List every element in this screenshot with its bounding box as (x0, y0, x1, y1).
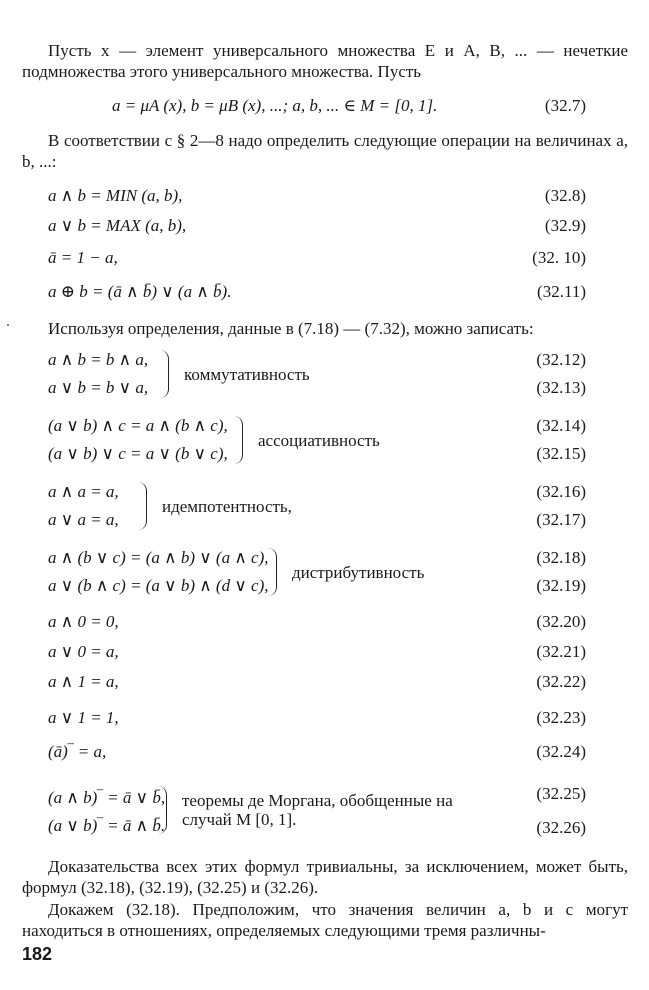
formula-32-9: a ∨ b = MAX (a, b), (48, 216, 187, 235)
equation-number: (32.17) (536, 510, 586, 529)
formula-32-11: a ⊕ b = (ā ∧ b̄) ∨ (a ∧ b̄). (48, 282, 232, 301)
equation-number: (32.18) (536, 548, 586, 567)
brace (268, 548, 277, 596)
equation-number: (32.11) (537, 282, 586, 301)
formula-32-25: (a ∧ b)‾ = ā ∨ b̄, (48, 788, 166, 807)
equation-number: (32. 10) (532, 248, 586, 267)
formula-32-17: a ∨ a = a, (48, 510, 119, 529)
equation-number: (32.23) (536, 708, 586, 727)
equation-number: (32.26) (536, 818, 586, 837)
paragraph-proofs-trivial: Доказательства всех этих формул тривиальны, за исключением, может быть, формул (32.18), (32.19), (32.25) и (32.26). (22, 857, 628, 897)
formula-32-7: a = μA (x), b = μB (x), ...; a, b, ... ∈ M = [0, 1]. (112, 96, 438, 115)
equation-number: (32.21) (536, 642, 586, 661)
equation-number: (32.22) (536, 672, 586, 691)
formula-32-10: ā = 1 − a, (48, 248, 118, 267)
formula-32-18: a ∧ (b ∨ c) = (a ∧ b) ∨ (a ∧ c), (48, 548, 269, 567)
equation-number: (32.24) (536, 742, 586, 761)
equation-number: (32.8) (544, 186, 586, 205)
formula-32-19: a ∨ (b ∧ c) = (a ∨ b) ∧ (d ∨ c), (48, 576, 269, 595)
brace (234, 416, 243, 464)
equation-number: (32.14) (536, 416, 586, 435)
label-commutativity: коммутативность (184, 365, 310, 384)
paragraph-prove: Докажем (32.18). Предположим, что значения величин a, b и c могут находиться в отношениях, определяемых следующими тремя различны- (22, 900, 628, 940)
formula-32-21: a ∨ 0 = a, (48, 642, 119, 661)
page-number: 182 (22, 944, 53, 964)
brace (138, 482, 147, 530)
label-de-morgan: теоремы де Моргана, обобщенные на случай M [0, 1]. (182, 791, 453, 829)
equation-number: (32.13) (536, 378, 586, 397)
equation-number: (32.15) (536, 444, 586, 463)
formula-32-24: (ā)‾ = a, (48, 742, 107, 761)
brace (158, 786, 167, 834)
paragraph-intro: Пусть x — элемент универсального множества E и A, B, ... — нечеткие подмножества этого универсального множества. Пусть (22, 41, 628, 81)
formula-32-20: a ∧ 0 = 0, (48, 612, 119, 631)
formula-32-23: a ∨ 1 = 1, (48, 708, 119, 727)
formula-32-26: (a ∨ b)‾ = ā ∧ b̄. (48, 816, 166, 835)
paragraph-operations: В соответствии с § 2—8 надо определить следующие операции на величинах a, b, ...: (22, 131, 628, 171)
equation-number: (32.20) (536, 612, 586, 631)
brace (160, 350, 169, 398)
label-associativity: ассоциативность (258, 431, 380, 450)
equation-number: (32.25) (536, 784, 586, 803)
equation-number: (32.16) (536, 482, 586, 501)
equation-number: (32.9) (544, 216, 586, 235)
equation-number: (32.19) (536, 576, 586, 595)
formula-32-13: a ∨ b = b ∨ a, (48, 378, 149, 397)
formula-32-16: a ∧ a = a, (48, 482, 119, 501)
formula-32-8: a ∧ b = MIN (a, b), (48, 186, 183, 205)
scan-speck (7, 324, 9, 326)
formula-32-15: (a ∨ b) ∨ c = a ∨ (b ∨ c), (48, 444, 228, 463)
label-distributivity: дистрибутивность (292, 563, 425, 582)
formula-32-14: (a ∨ b) ∧ c = a ∧ (b ∧ c), (48, 416, 228, 435)
formula-32-12: a ∧ b = b ∧ a, (48, 350, 149, 369)
paragraph-using-definitions: Используя определения, данные в (7.18) — (7.32), можно записать: (48, 319, 534, 338)
equation-number: (32.7) (544, 96, 586, 115)
equation-number: (32.12) (536, 350, 586, 369)
formula-32-22: a ∧ 1 = a, (48, 672, 119, 691)
label-idempotence: идемпотентность, (162, 497, 292, 516)
